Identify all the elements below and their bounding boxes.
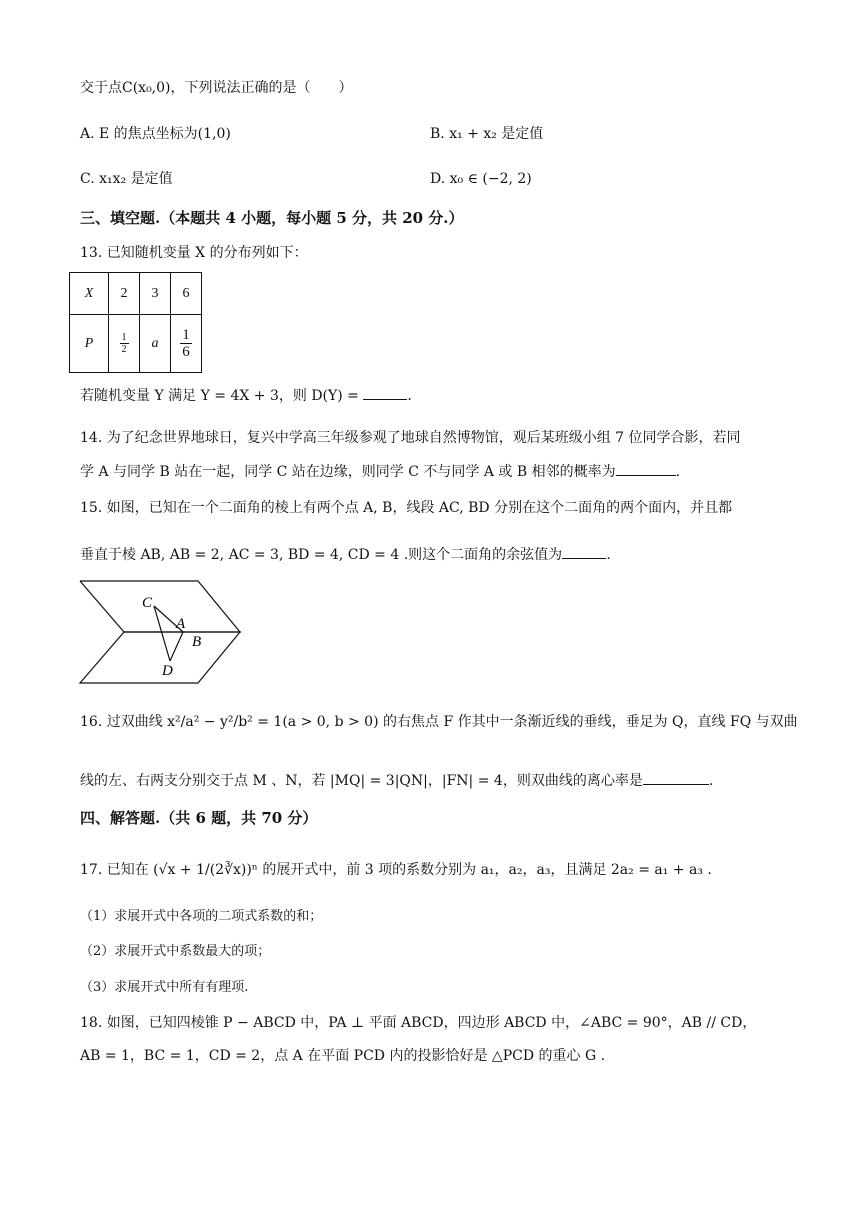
table-cell: X [70, 273, 109, 315]
q16-line1: 16. 过双曲线 x²/a² − y²/b² = 1(a > 0, b > 0) 的右焦点 F 作其中一条渐近线的垂线，垂足为 Q，直线 FQ 与双曲 [80, 714, 798, 730]
q17-part2: （2）求展开式中系数最大的项； [80, 944, 271, 959]
q13-line2 [80, 385, 412, 406]
label-a: A [176, 616, 186, 632]
table-cell: 2 [109, 273, 140, 315]
label-c: C [142, 595, 153, 611]
answer-blank[interactable] [562, 544, 606, 559]
table-cell [109, 315, 140, 373]
lower-plane [80, 632, 240, 683]
q15-line2-text: 垂直于棱 AB, AB = 2, AC = 3, BD = 4, CD = 4 .则这个二面角的余弦值为 [80, 547, 563, 563]
q16-line2 [80, 770, 713, 791]
q12-option-c: C. x₁x₂ 是定值 [80, 171, 173, 187]
answer-blank[interactable] [643, 770, 709, 785]
q12-option-b: B. x₁ + x₂ 是定值 [430, 126, 544, 142]
q13-stem: 13. 已知随机变量 X 的分布列如下： [80, 245, 308, 261]
answer-blank[interactable] [363, 385, 407, 400]
table-cell: 3 [140, 273, 171, 315]
q12-option-d: D. x₀ ∈ (−2, 2) [430, 171, 532, 187]
section-3-heading: 三、填空题.（本题共 4 小题，每小题 5 分，共 20 分.） [80, 209, 464, 227]
q13-end: . [407, 388, 412, 404]
fraction-numerator: 1 [121, 332, 127, 343]
q18-line2: AB = 1，BC = 1，CD = 2，点 A 在平面 PCD 内的投影恰好是 △PCD 的重心 G . [80, 1048, 606, 1064]
q17-stem: 17. 已知在 (√x + 1/(2∛x))ⁿ 的展开式中，前 3 项的系数分别为 a₁，a₂，a₃，且满足 2a₂ = a₁ + a₃ . [80, 862, 712, 878]
q15-line2 [80, 544, 611, 565]
segment-db [170, 632, 183, 661]
upper-plane [80, 581, 240, 632]
table-cell: P [70, 315, 109, 373]
label-d: D [162, 663, 173, 679]
q12-tail: 交于点C(x₀,0)，下列说法正确的是（ ） [80, 80, 353, 96]
answer-blank[interactable] [616, 461, 676, 476]
fraction-denominator: 2 [121, 344, 127, 355]
q16-line2-text: 线的左、右两支分别交于点 M 、N，若 |MQ| = 3|QN|，|FN| = 4，则双曲线的离心率是 [80, 773, 643, 789]
table-cell [171, 315, 202, 373]
q14-line2 [80, 461, 680, 482]
q17-part1: （1）求展开式中各项的二项式系数的和； [80, 909, 323, 924]
q15-end: . [606, 547, 611, 563]
q16-end: . [708, 773, 714, 789]
fraction-numerator: 1 [182, 326, 190, 343]
section-4-heading: 四、解答题.（共 6 题，共 70 分） [80, 809, 318, 827]
q13-distribution-table [69, 272, 202, 373]
q17-part3: （3）求展开式中所有有理项. [80, 980, 249, 995]
segment-cd [154, 606, 170, 661]
table-cell: 6 [171, 273, 202, 315]
q14-end: . [675, 464, 681, 480]
q13-line2-text: 若随机变量 Y 满足 Y = 4X + 3，则 D(Y) = [80, 388, 364, 404]
label-b: B [192, 634, 202, 650]
q12-option-a: A. E 的焦点坐标为(1,0) [80, 126, 231, 142]
q18-line1: 18. 如图，已知四棱锥 P − ABCD 中，PA ⊥ 平面 ABCD，四边形 ABCD 中，∠ABC = 90°，AB // CD， [80, 1015, 757, 1031]
q14-line2-text: 学 A 与同学 B 站在一起，同学 C 站在边缘，则同学 C 不与同学 A 或 B 相邻的概率为 [80, 464, 616, 480]
q15-line1: 15. 如图，已知在一个二面角的棱上有两个点 A, B，线段 AC, BD 分别在这个二面角的两个面内，并且都 [80, 500, 733, 516]
dihedral-angle-figure [78, 575, 248, 690]
q14-line1: 14. 为了纪念世界地球日，复兴中学高三年级参观了地球自然博物馆，观后某班级小组 7 位同学合影，若同 [80, 430, 741, 446]
fraction-denominator: 6 [182, 344, 190, 360]
table-cell: a [140, 315, 171, 373]
